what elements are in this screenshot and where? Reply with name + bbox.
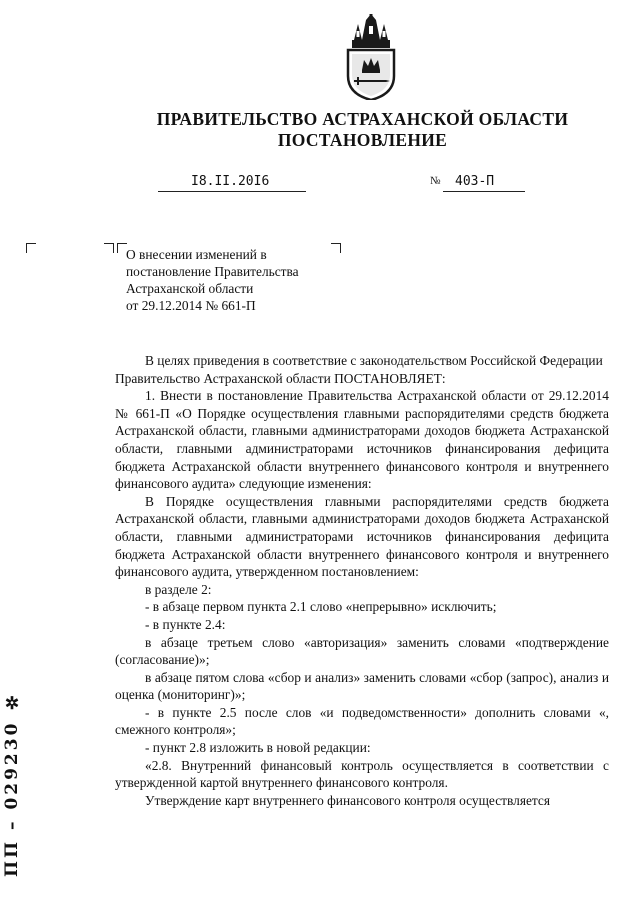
body-paragraph: в абзаце третьем слово «авторизация» заменить словами «подтверждение (согласование)»;: [115, 634, 609, 668]
body-paragraph: - пункт 2.8 изложить в новой редакции:: [145, 740, 371, 756]
date-underline: [158, 191, 306, 192]
body-paragraph: «2.8. Внутренний финансовый контроль осуществляется в соответствии с утвержденной картой внутреннего финансового контроля.: [115, 757, 609, 791]
margin-serial-stamp: ПП – 029230 ✲: [2, 688, 22, 878]
document-type: ПОСТАНОВЛЕНИЕ: [277, 130, 448, 150]
body-paragraph: в разделе 2:: [145, 581, 212, 597]
document-number: 403-П: [455, 174, 495, 189]
subject-line: О внесении изменений в: [126, 247, 267, 262]
subject-line: постановление Правительства: [126, 264, 299, 279]
body-paragraph: в абзаце пятом слова «сбор и анализ» заменить словами «сбор (запрос), анализ и оценка (мониторинг)»;: [115, 669, 609, 703]
corner-mark-left: [26, 243, 36, 253]
body-paragraph: - в пункте 2.5 после слов «и подведомственности» дополнить словами «, смежного контроля»;: [115, 704, 609, 738]
body-paragraph: - в пункте 2.4:: [145, 616, 226, 632]
document-subject: [126, 246, 299, 314]
corner-mark-right: [331, 243, 341, 253]
corner-mark-mid-right: [104, 243, 114, 253]
document-body: [115, 352, 609, 809]
body-paragraph: 1. Внести в постановление Правительства Астраханской области от 29.12.2014 № 661-П «О Порядке осуществления главными распорядителями средств бюджета Астраханской области, главными администраторами доходов бюджета Астраханской области, главными администраторами источников финансирования дефицита бюджета Астраханской области внутреннего финансового контроля и внутреннего финансового аудита» следующие изменения:: [115, 388, 609, 492]
body-paragraph: В Порядке осуществления главными распорядителями средств бюджета Астраханской области, главными администраторами доходов бюджета Астраханской области, главными администраторами источников финансирования дефицита бюджета Астраханской области внутреннего финансового контроля и внутреннего финансового аудита, утвержденном постановлением:: [115, 493, 609, 580]
coat-of-arms-icon: [342, 14, 400, 100]
body-paragraph: Утверждение карт внутреннего финансового контроля осуществляется: [145, 792, 551, 808]
subject-line: Астраханской области: [126, 281, 254, 296]
number-underline: [443, 191, 525, 192]
document-date: I8.II.20I6: [191, 174, 270, 189]
body-paragraph: - в абзаце первом пункта 2.1 слово «непрерывно» исключить;: [145, 599, 497, 615]
body-paragraph: В целях приведения в соответствие с законодательством Российской Федерации: [145, 353, 603, 368]
org-title: ПРАВИТЕЛЬСТВО АСТРАХАНСКОЙ ОБЛАСТИ: [156, 109, 569, 129]
number-sign: №: [430, 175, 441, 187]
subject-line: от 29.12.2014 № 661-П: [126, 298, 256, 313]
body-paragraph: Правительство Астраханской области ПОСТАНОВЛЯЕТ:: [115, 370, 446, 386]
